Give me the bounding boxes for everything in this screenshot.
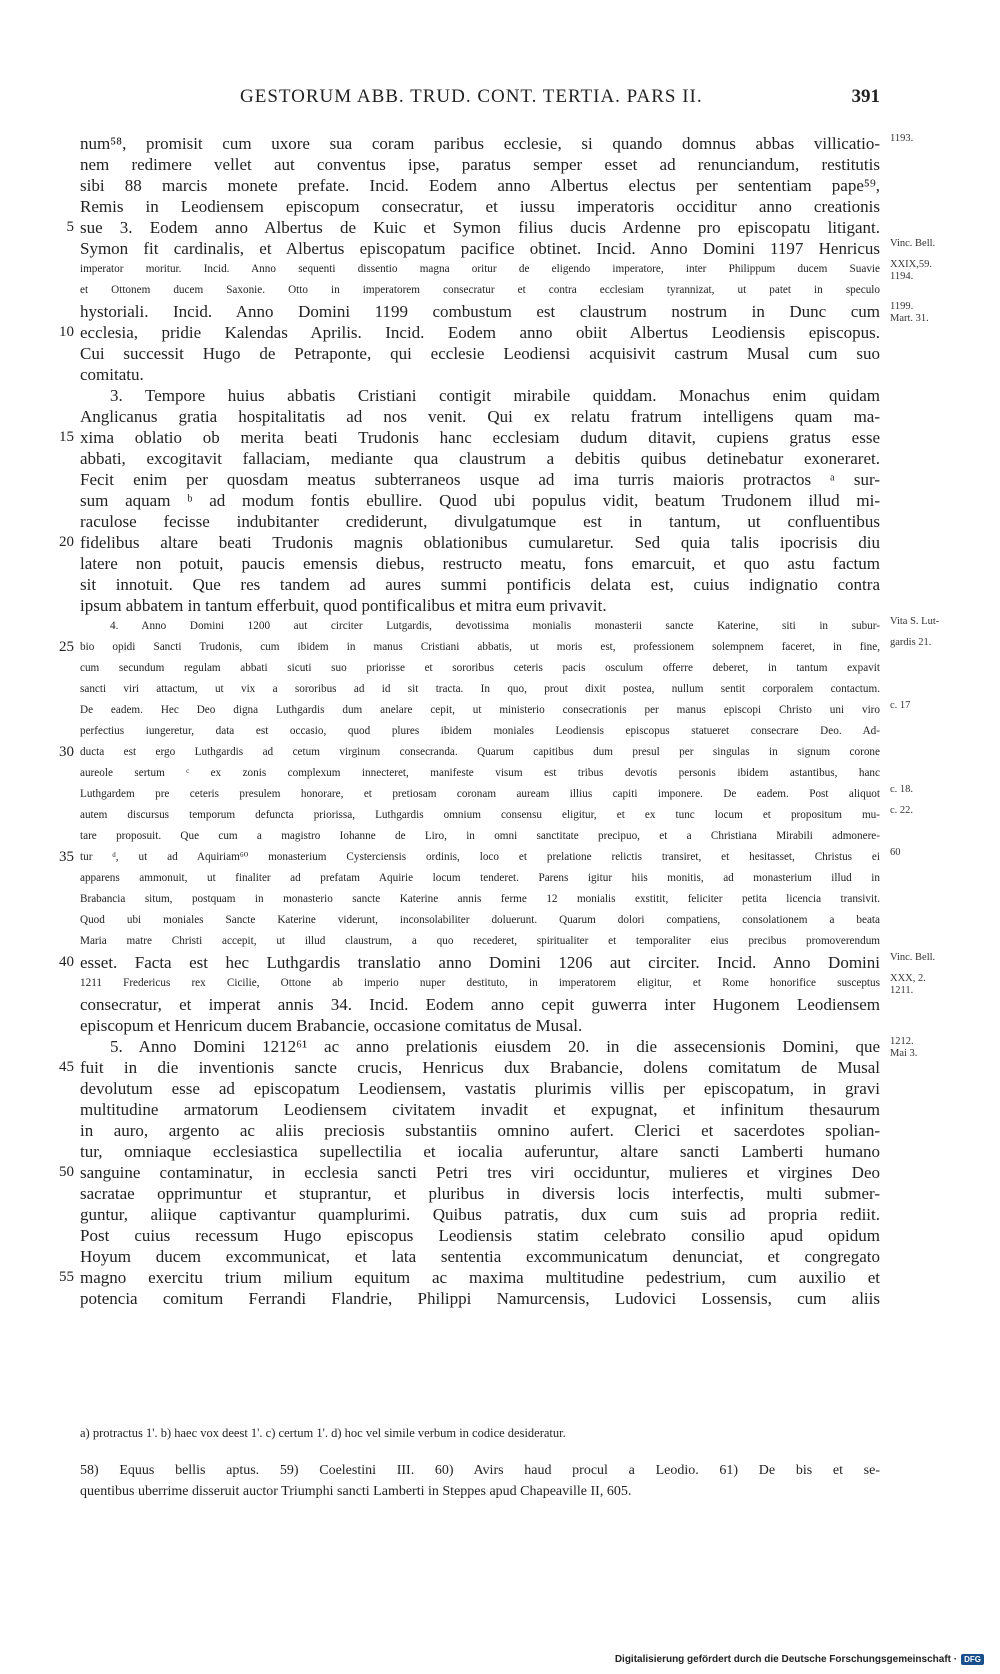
text-line [59,847,901,868]
text-line [80,1036,918,1059]
text-line [80,826,880,847]
text-line [80,1099,880,1120]
margin-note: 1193. [890,133,914,144]
text-line [80,1141,880,1162]
text-line [80,259,932,282]
line-text: magno exercitu trium milium equitum ac maxima multitudine pedestrium, cum auxilio et [80,1268,880,1287]
line-text: sue 3. Eodem anno Albertus de Kuic et Symon filius ducis Ardenne pro episcopatu litigant. [80,218,880,237]
margin-note: Vinc. Bell. [890,952,936,963]
margin-note: Vita S. Lut- [890,616,940,627]
line-text: perfectius iungeretur, data est occasio, quod plures ibidem moniales Leodiensis episcopus statueret consecrare Deo. Ad- [80,725,880,737]
line-text: Maria matre Christi accepit, ut illud claustrum, a quo recederet, spiritualiter et temporaliter eius precibus promoverendum [80,935,880,947]
line-text: nem redimere vellet aut conventus ipse, paratus semper esset ad renunciandum, restitutis [80,155,880,174]
text-line [59,322,880,343]
margin-note: XXX, 2. 1211. [890,973,926,996]
line-text: Cui successit Hugo de Petraponte, qui ecclesie Leodiensi acquisivit castrum Musal cum suo [80,344,880,363]
line-text: imperator moritur. Incid. Anno sequenti dissentio magna oritur de eligendo imperatore, inter Philippum ducem Suavie [80,263,880,275]
line-text: De eadem. Hec Deo digna Luthgardis dum anelare cepit, ut ministerio consecrationis per manus episcopi Christo uni viro [80,704,880,716]
text-line [80,868,880,889]
text-line [80,175,880,196]
main-text [59,133,940,1309]
line-number: 5 [66,219,74,235]
line-text: consecratur, et imperat annis 34. Incid. Eodem anno cepit guwerra inter Hugonem Leodiensem [80,995,880,1014]
footnote-line: quentibus uberrime disseruit auctor Triumphi sancti Lamberti in Steppes apud Chapeaville II, 605. [80,1484,632,1499]
line-text: 5. Anno Domini 1212⁶¹ ac anno prelationis eiusdem 20. in die assecensionis Domini, que [110,1037,880,1056]
text-line [80,490,880,511]
line-text: xima oblatio ob merita beati Trudonis hanc ecclesiam dudum ditavit, cupiens gratus esse [80,428,880,447]
line-text: Fecit enim per quosdam meatus subterraneos usque ad ima turris maioris protractos ᵃ sur- [80,470,880,489]
line-text: Anglicanus gratia hospitalitatis ad nos venit. Qui ex relatu fratrum intelligens quam ma- [80,407,880,426]
text-line [80,1120,880,1141]
line-text: tur, omniaque ecclesiastica supellectilia et iocalia auferuntur, altare sancti Lamberti humano [80,1142,880,1161]
line-text: ecclesia, pridie Kalendas Aprilis. Incid. Eodem anno obiit Albertus Leodiensis episcopus. [80,323,880,342]
text-line [59,1057,880,1078]
text-line [80,154,880,175]
margin-note: 1212. Mai 3. [890,1036,918,1059]
text-line [80,280,880,301]
line-text: abbati, excogitavit fallaciam, mediante qua claustrum a debitis quibus detinebatur exoneraret. [80,449,880,468]
line-text: multitudine armatorum Leodiensem civitatem invadit et expugnat, et infinitum thesaurum [80,1100,880,1119]
text-line [80,595,880,616]
margin-note: XXIX,59. 1194. [890,259,932,282]
line-text: cum secundum regulam abbati sicuti suo priorisse et sororibus ceteris pacis osculum offerre deberet, in tantum expavit [80,662,880,674]
dfg-logo: DFG [961,1654,984,1665]
line-number: 10 [59,324,74,340]
line-text: autem discursus temporum defuncta priorissa, Luthgardis omnium consensu eligitur, et ex tunc locum et propositum mu- [80,809,880,821]
line-number: 55 [59,1269,74,1285]
text-line [59,427,880,448]
text-line [80,1225,880,1246]
line-text: sit innotuit. Que res tandem ad aures summi pontificis delata est, cuius indignatio contra [80,575,880,594]
line-text: latere non potuit, paucis emensis diebus, restructo meatu, fons emarcuit, et quo astu factum [80,554,880,573]
line-text: hystoriali. Incid. Anno Domini 1199 combustum est claustrum nostrum in Dunc cum [80,302,880,321]
text-line [80,133,914,154]
text-line [80,238,936,259]
text-line [80,973,926,996]
line-number: 15 [59,429,74,445]
textual-apparatus: a) protractus 1'. b) haec vox deest 1'. c) certum 1'. d) hoc vel simile verbum in codice desideratur. [80,1426,566,1440]
margin-note: 60 [890,847,901,858]
line-text: fidelibus altare beati Trudonis magnis oblationibus cumularetur. Sed quia talis ipocrisis diu [80,533,880,552]
line-text: sacratae opprimuntur et stuprantur, et pluribus in diversis locis interfectis, multi submer- [80,1184,880,1203]
line-number: 20 [59,534,74,550]
line-text: 3. Tempore huius abbatis Cristiani contigit mirabile quiddam. Monachus enim quidam [110,386,880,405]
page-number: 391 [851,86,880,107]
line-number: 40 [59,954,74,970]
line-text: comitatu. [80,365,144,384]
line-text: ipsum abbatem in tantum efferbuit, quod pontificalibus et mitra eum privavit. [80,596,607,615]
line-text: sanguine contaminatur, in ecclesia sancti Petri tres viri occiduntur, mulieres et virgines Deo [80,1163,880,1182]
credit-text: Digitalisierung gefördert durch die Deutsche Forschungsgemeinschaft · [614,1654,958,1665]
line-text: in auro, argento ac aliis preciosis substantiis omnino aufert. Clerici et sacerdotes spolian- [80,1121,880,1140]
line-text: Brabancia situm, postquam in monasterio sancte Katerine annis ferme 12 monialis exstitit, feliciter petita licencia transivit. [80,893,880,905]
line-text: num⁵⁸, promisit cum uxore sua coram paribus ecclesie, si quando domnus abbas villicatio- [80,134,880,153]
text-line [80,931,880,952]
margin-note: c. 18. [890,784,914,795]
text-line [80,700,911,721]
text-line [80,196,880,217]
margin-note: c. 17 [890,700,911,711]
text-line [80,1288,880,1309]
margin-note: c. 22. [890,805,914,816]
text-line [59,1162,880,1183]
digitization-credit [615,1654,984,1665]
line-text: sancti viri attactum, ut vix a sororibus ad id sit tracta. In quo, prout dixit postea, nullum sentit corporalem contactum. [80,683,880,695]
running-title: GESTORUM ABB. TRUD. CONT. TERTIA. PARS II. [240,86,703,107]
text-line [80,784,914,805]
text-line [59,952,936,973]
text-line [80,1246,880,1267]
text-line [80,574,880,595]
line-number: 45 [59,1059,74,1075]
line-text: aureole sertum ᶜ ex zonis complexum innecteret, manifeste visum est tribus devotis personis ibidem astantibus, hanc [80,767,880,779]
line-text: esset. Facta est hec Luthgardis translatio anno Domini 1206 aut circiter. Incid. Anno Domini [80,953,880,972]
text-line [80,511,880,532]
line-text: Remis in Leodiensem episcopum consecratur, et iussu imperatoris occiditur anno creationis [80,197,880,216]
text-line [80,385,880,406]
line-text: bio opidi Sancti Trudonis, cum ibidem in manus Cristiani abbatis, ut moris est, professionem solempnem faceret, in fine, [80,641,880,653]
margin-note: gardis 21. [890,637,932,648]
line-text: fuit in die inventionis sancte crucis, Henricus dux Brabancie, dolens comitatum de Musal [80,1058,880,1077]
line-text: Luthgardem pre ceteris presulem honorare, et pretiosam coronam auream illius capiti imponere. De eadem. Post aliquot [80,788,880,800]
text-line [80,448,880,469]
line-text: apparens ammonuit, ut finaliter ad prefatam Aquirie locum tenderet. Parens igitur hiis monitis, ad monasterium illud in [80,872,880,884]
text-line [80,469,880,490]
line-text: Hoyum ducem excommunicat, et lata sententia excommunicatum denunciat, et congregato [80,1247,880,1266]
text-line [80,1204,880,1225]
margin-note: Vinc. Bell. [890,238,936,249]
margin-note: 1199. Mart. 31. [890,301,929,324]
line-text: Post cuius recessum Hugo episcopus Leodiensis statim celebrato consilio apud opidum [80,1226,880,1245]
line-text: ducta est ergo Luthgardis ad cetum virginum consecranda. Quarum capitibus dum presul per singulas in signum corone [80,746,880,758]
line-text: 4. Anno Domini 1200 aut circiter Lutgardis, devotissima monialis monasterii sancte Katerine, siti in subur- [110,620,880,632]
line-text: sum aquam ᵇ ad modum fontis ebullire. Quod ubi populus vidit, beatum Trudonem illud mi- [80,491,880,510]
text-line [59,742,880,763]
line-text: et Ottonem ducem Saxonie. Otto in imperatorem consecratur et contra ecclesiam tyrannizat, ut patet in speculo [80,284,880,296]
text-line [80,679,880,700]
text-line [80,1015,880,1036]
line-text: sibi 88 marcis monete prefate. Incid. Eodem anno Albertus electus per sententiam pape⁵⁹, [80,176,880,195]
line-text: episcopum et Henricum ducem Brabancie, occasione comitatus de Musal. [80,1016,583,1035]
line-text: guntur, aliique captivantur quamplurimi. Quibus patratis, dux cum suis ad propria rediit. [80,1205,880,1224]
text-line [80,994,880,1015]
text-line [80,763,880,784]
text-line [59,532,880,553]
text-line [80,889,880,910]
line-text: Symon fit cardinalis, et Albertus episcopatum pacifice obtinet. Incid. Anno Domini 1197 Henricus [80,239,880,258]
text-line [80,301,929,324]
text-line [80,343,880,364]
text-line [80,658,880,679]
line-text: tare proposuit. Que cum a magistro Iohanne de Liro, in omni sanctitate precipuo, et a Christiana Mirabili admonere- [80,830,880,842]
line-number: 35 [59,849,74,865]
text-line [80,553,880,574]
text-line [80,1078,880,1099]
line-number: 50 [59,1164,74,1180]
line-number: 25 [59,639,74,655]
line-text: raculose fecisse indubitanter crediderunt, divulgatumque est in tantum, ut confluentibus [80,512,880,531]
footnotes [80,1460,880,1502]
running-header [80,86,880,116]
line-number: 30 [59,744,74,760]
text-line [80,406,880,427]
text-line [80,364,880,385]
text-line [59,637,932,658]
text-line [80,805,914,826]
text-line [59,1267,880,1288]
line-text: 1211 Fredericus rex Cicilie, Ottone ab imperio nuper destituto, in imperatorem eligitur, et Rome honorifice susceptus [80,977,880,989]
text-line [80,1183,880,1204]
line-text: devolutum esse ad episcopatum Leodiensem, vastatis plurimis villis per episcopatum, in gravi [80,1079,880,1098]
text-line [80,721,880,742]
text-line [80,910,880,931]
text-line [80,616,940,637]
line-text: Quod ubi moniales Sancte Katerine viderunt, inconsolabiliter doluerunt. Quarum dolori compatiens, consolationem a beata [80,914,880,926]
footnote-line: 58) Equus bellis aptus. 59) Coelestini III. 60) Avirs haud procul a Leodio. 61) De bis et se- [80,1463,880,1478]
line-text: tur ᵈ, ut ad Aquiriam⁶⁰ monasterium Cysterciensis ordinis, loco et prelatione relictis transiret, et hesitasset, Christus ei [80,851,880,863]
text-line [66,217,880,238]
line-text: potencia comitum Ferrandi Flandrie, Philippi Namurcensis, Ludovici Lossensis, cum aliis [80,1289,880,1308]
